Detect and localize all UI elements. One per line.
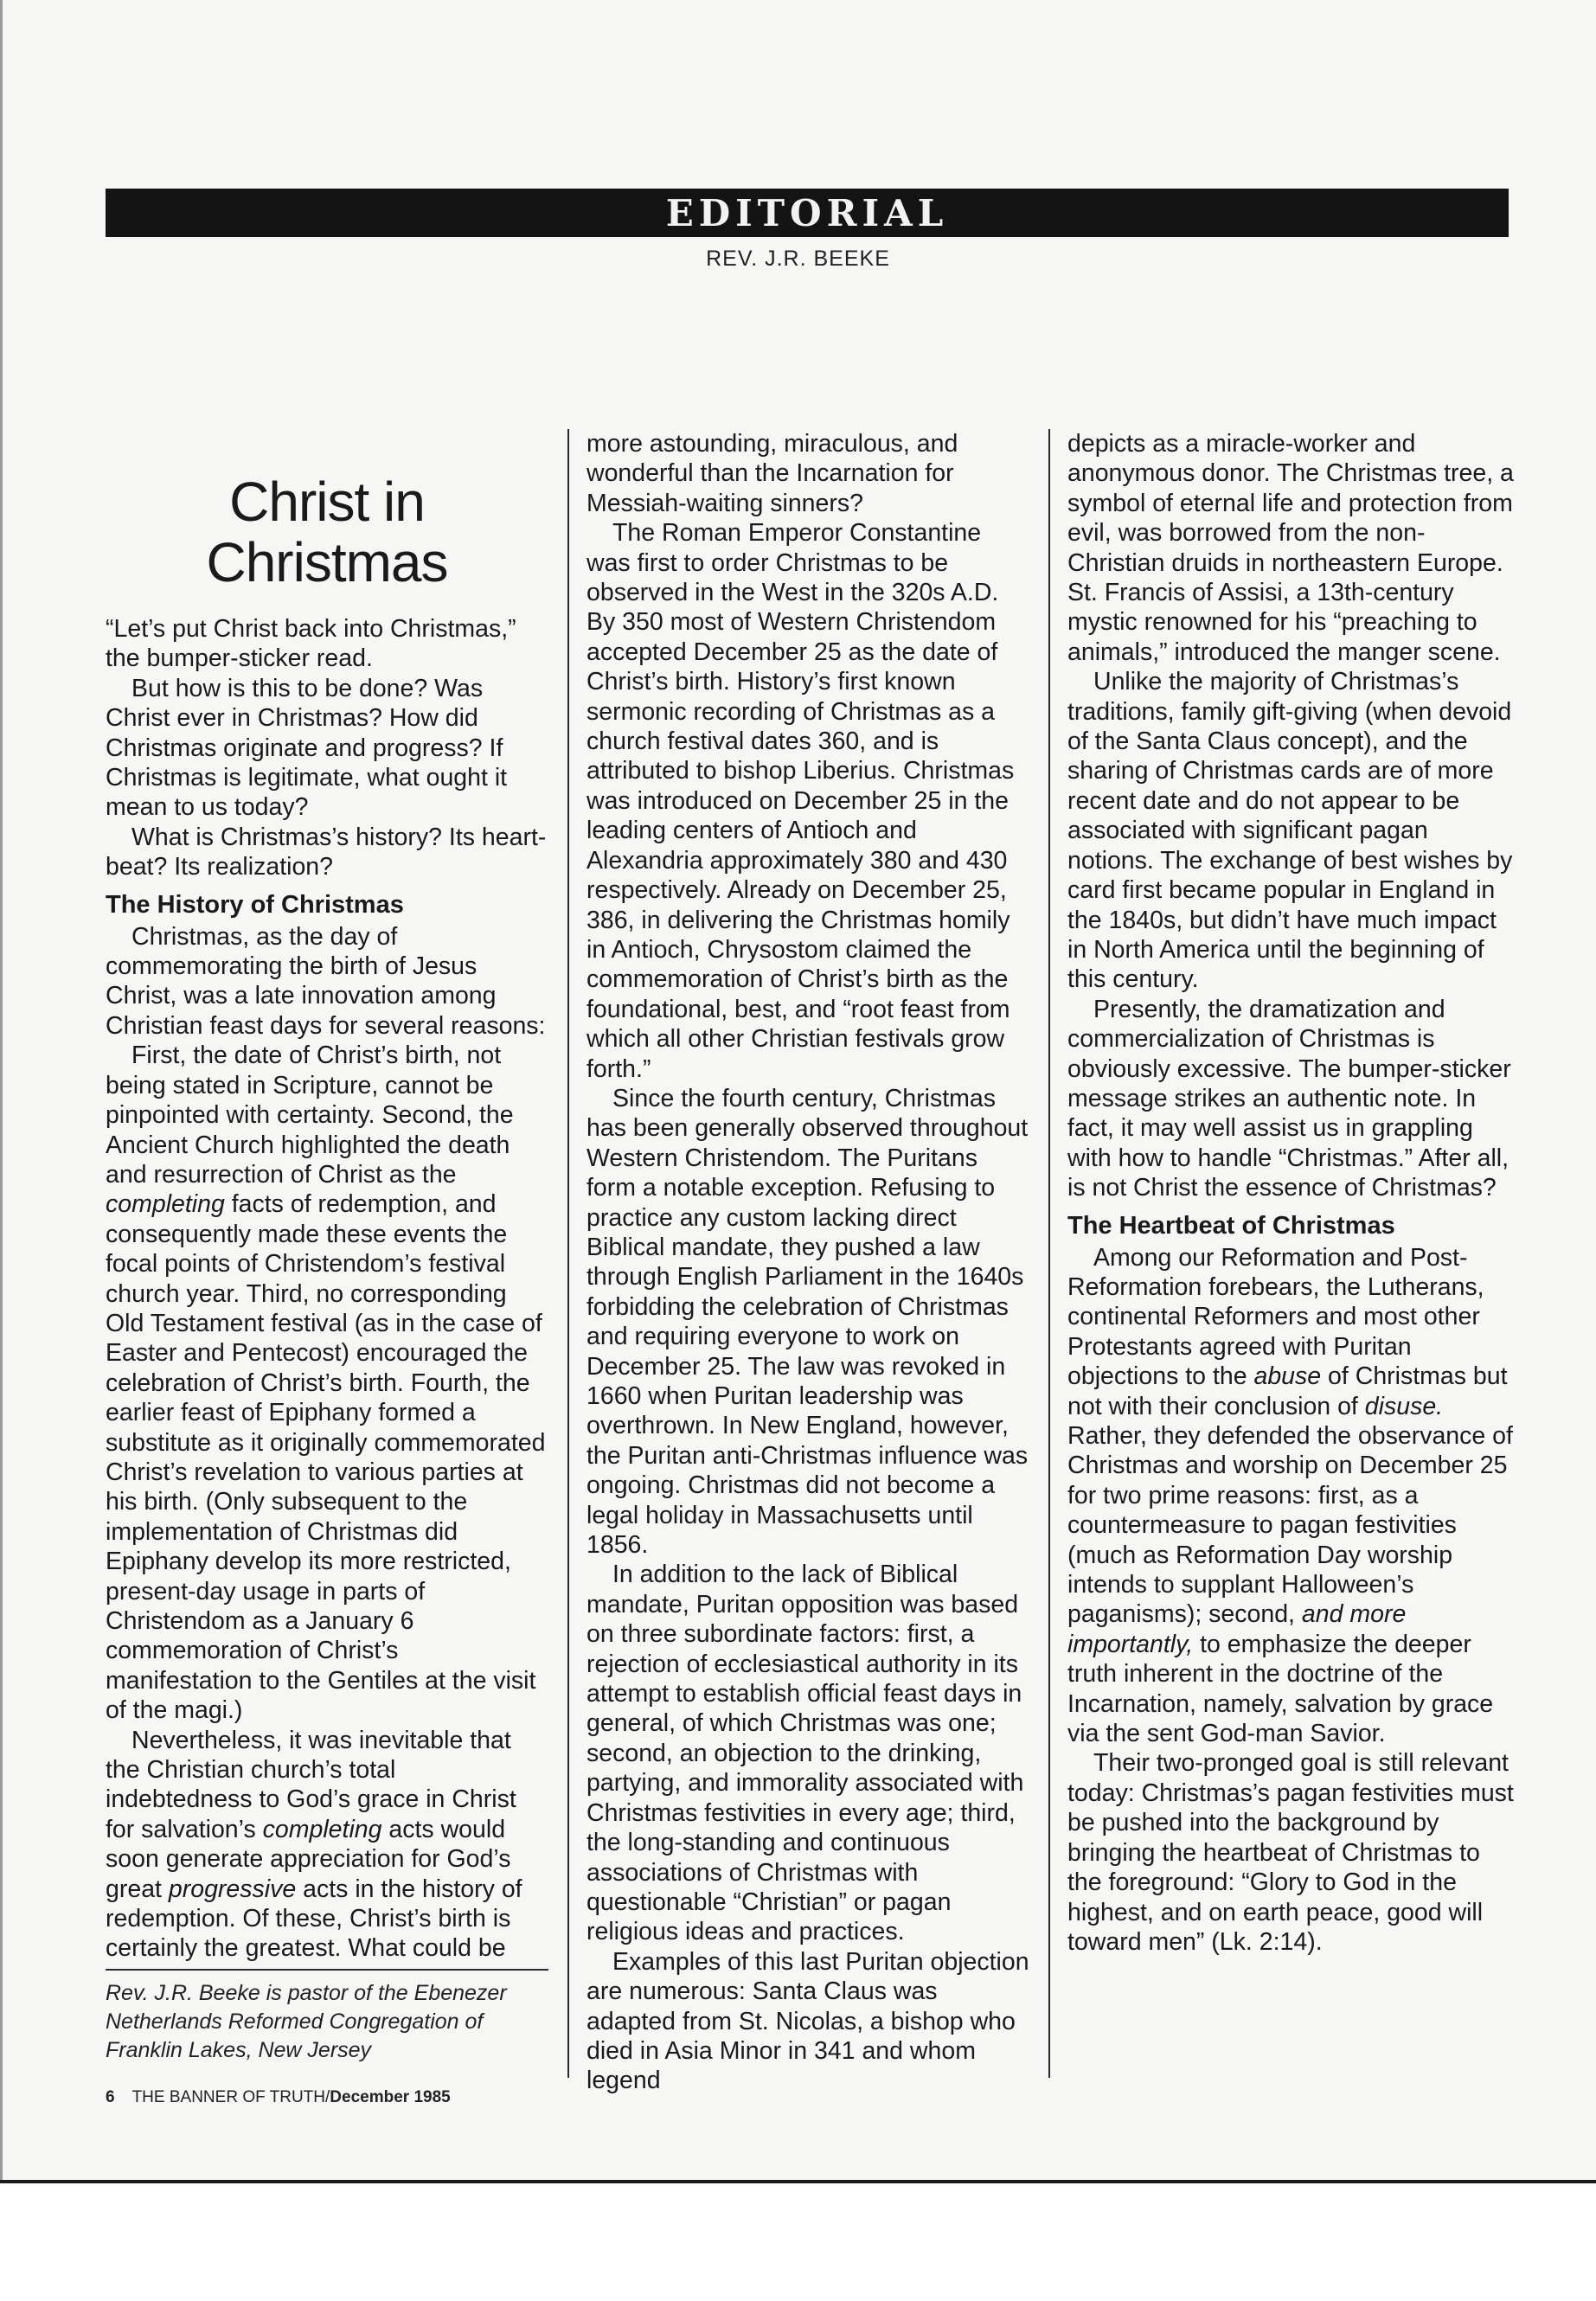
headline-line-1: Christ in — [229, 471, 425, 533]
scan-margin — [0, 2183, 1596, 2301]
emphasis: completing — [262, 1815, 382, 1843]
column-divider-2 — [1048, 429, 1050, 2078]
author-byline: REV. J.R. BEEKE — [706, 247, 890, 271]
text-run: First, the date of Christ’s birth, not being stated in Scripture, cannot be pinpointed with certainty. Second, the Ancient Church highlighted the death and resurrection of Christ as the — [106, 1042, 514, 1189]
author-bio: Rev. J.R. Beeke is pastor of the Ebenezer Netherlands Reformed Congregation of Franklin Lakes, New Jersey — [106, 1981, 507, 2062]
paragraph: more astounding, miraculous, and wonderful than the Incarnation for Messiah-waiting sinners? — [586, 430, 958, 517]
paragraph: depicts as a miracle-worker and anonymous donor. The Christmas tree, a symbol of eternal life and protection from evil, was borrowed from the non-Christian druids in northeastern Europe. St. Francis of Assisi, a 13th-century mystic renowned for his “preaching to animals,” introduced the manger scene. — [1067, 430, 1514, 666]
emphasis: and more importantly, — [1067, 1600, 1407, 1658]
emphasis: abuse — [1253, 1362, 1322, 1391]
section-heading-history: The History of Christmas — [106, 890, 404, 919]
emphasis: completing — [106, 1190, 225, 1219]
section-heading-heartbeat: The Heartbeat of Christmas — [1067, 1211, 1395, 1240]
issue-date: December 1985 — [330, 2088, 451, 2106]
column-1 — [106, 614, 548, 1964]
paragraph — [106, 1726, 548, 1964]
emphasis: disuse. — [1364, 1392, 1444, 1420]
emphasis: progressive — [168, 1875, 297, 1903]
text-run: of Christmas but not with their conclusion of — [1067, 1362, 1508, 1420]
text-run: Rather, they defended the observance of Christmas and worship on December 25 for two prime reasons: first, as a countermeasure to pagan festivities (much as Reformation Day worship intends to supplant Halloween’s paganisms); second, — [1067, 1422, 1513, 1629]
text-run: to emphasize the deeper truth inherent in the doctrine of the Incarnation, namely, salvation by grace via the sent God-man Savior. — [1067, 1630, 1494, 1748]
text-run: facts of redemption, and consequently made these events the focal points of Christendom’s festival church year. Third, no corresponding Old Testament festival (as in the case of Easter and Pentecost) encouraged the celebration of Christ’s birth. Fourth, the earlier feast of Epiphany formed a substitute as it originally commemorated Christ’s revelation to various parties at his birth. (Only subsequent to the implementation of Christmas did Epiphany develop its more restricted, present-day usage in parts of Christendom as a January 6 commemoration of Christ’s manifestation to the Gentiles at the visit of the magi.) — [106, 1190, 546, 1725]
paragraph — [1067, 1243, 1516, 1749]
paragraph: Their two-pronged goal is still relevant today: Christmas’s pagan festivities must be pushed into the background by bringing the heartbeat of Christmas to the foreground: “Glory to God in the highest, and on earth peace, good will toward men” (Lk. 2:14). — [1067, 1749, 1514, 1956]
text-run: acts would soon generate appreciation for God’s great — [106, 1815, 511, 1903]
bio-divider — [106, 1969, 548, 1971]
paragraph — [106, 1041, 548, 1725]
paragraph: Examples of this last Puritan objection are numerous: Santa Claus was adapted from St. Nicolas, a bishop who died in Asia Minor in 341 and whom legend — [586, 1947, 1029, 2095]
page-number: 6 — [106, 2088, 115, 2106]
publication-name: THE BANNER OF TRUTH/ — [131, 2088, 330, 2106]
page-footer — [106, 2088, 451, 2107]
column-3 — [1067, 429, 1516, 1957]
text-run: acts in the history of redemption. Of these, Christ’s birth is certainly the greatest. What could be — [106, 1875, 522, 1963]
paragraph: The Roman Emperor Constantine was first to order Christmas to be observed in the West in the 320s A.D. By 350 most of Western Christendom accepted December 25 as the date of Christ’s birth. History’s first known sermonic recording of Christmas as a church festival dates 360, and is attributed to bishop Liberius. Christmas was introduced on December 25 in the leading centers of Antioch and Alexandria approximately 380 and 430 respectively. Already on December 25, 386, in delivering the Christmas homily in Antioch, Chrysostom claimed the commemoration of Christ’s birth as the foundational, best, and “root feast from which all other Christian festivals grow forth.” — [586, 519, 1015, 1083]
text-run: Among our Reformation and Post-Reformation forebears, the Lutherans, continental Reformers and most other Protestants agreed with Puritan objections to the — [1067, 1243, 1484, 1391]
column-2 — [586, 429, 1029, 2096]
headline-line-2: Christmas — [206, 531, 448, 593]
paragraph: What is Christmas’s history? Its heart-beat? Its realization? — [106, 823, 547, 881]
scan-left-edge — [0, 0, 3, 2183]
paragraph: Unlike the majority of Christmas’s traditions, family gift-giving (when devoid of the Santa Claus concept), and the sharing of Christmas cards are of more recent date and do not appear to be associated with significant pagan notions. The exchange of best wishes by card first became popular in England in the 1840s, but didn’t have much impact in North America until the beginning of this century. — [1067, 668, 1513, 994]
column-divider-1 — [567, 429, 569, 2078]
paragraph: In addition to the lack of Biblical mandate, Puritan opposition was based on three subordinate factors: first, a rejection of ecclesiastical authority in its attempt to establish official feast days in general, of which Christmas was one; second, an objection to the drinking, partying, and immorality associated with Christmas festivities in every age; third, the long-standing and continuous associations of Christmas with questionable “Christian” or pagan religious ideas and practices. — [586, 1561, 1024, 1946]
article-headline — [106, 471, 548, 593]
paragraph: Presently, the dramatization and commercialization of Christmas is obviously excessive. The bumper-sticker message strikes an authentic note. In fact, it may well assist us in grappling with how to handle “Christmas.” After all, is not Christ the essence of Christmas? — [1067, 995, 1511, 1202]
banner-title: EDITORIAL — [665, 191, 949, 234]
paragraph: Since the fourth century, Christmas has been generally observed throughout Western Christendom. The Puritans form a notable exception. Refusing to practice any custom lacking direct Biblical mandate, they pushed a law through English Parliament in the 1640s forbidding the celebration of Christmas and requiring everyone to work on December 25. The law was revoked in 1660 when Puritan leadership was overthrown. In New England, however, the Puritan anti-Christmas influence was ongoing. Christmas did not become a legal holiday in Massachusetts until 1856. — [586, 1084, 1029, 1560]
text-run: Nevertheless, it was inevitable that the Christian church’s total indebtedness to God’s grace in Christ for salvation’s — [106, 1726, 516, 1843]
paragraph: “Let’s put Christ back into Christmas,” the bumper-sticker read. — [106, 615, 516, 673]
paragraph: Christmas, as the day of commemorating the birth of Jesus Christ, was a late innovation among Christian feast days for several reasons: — [106, 922, 546, 1040]
paragraph: But how is this to be done? Was Christ ever in Christmas? How did Christmas originate and progress? If Christmas is legitimate, what ought it mean to us today? — [106, 674, 508, 822]
editorial-banner — [106, 189, 1509, 237]
